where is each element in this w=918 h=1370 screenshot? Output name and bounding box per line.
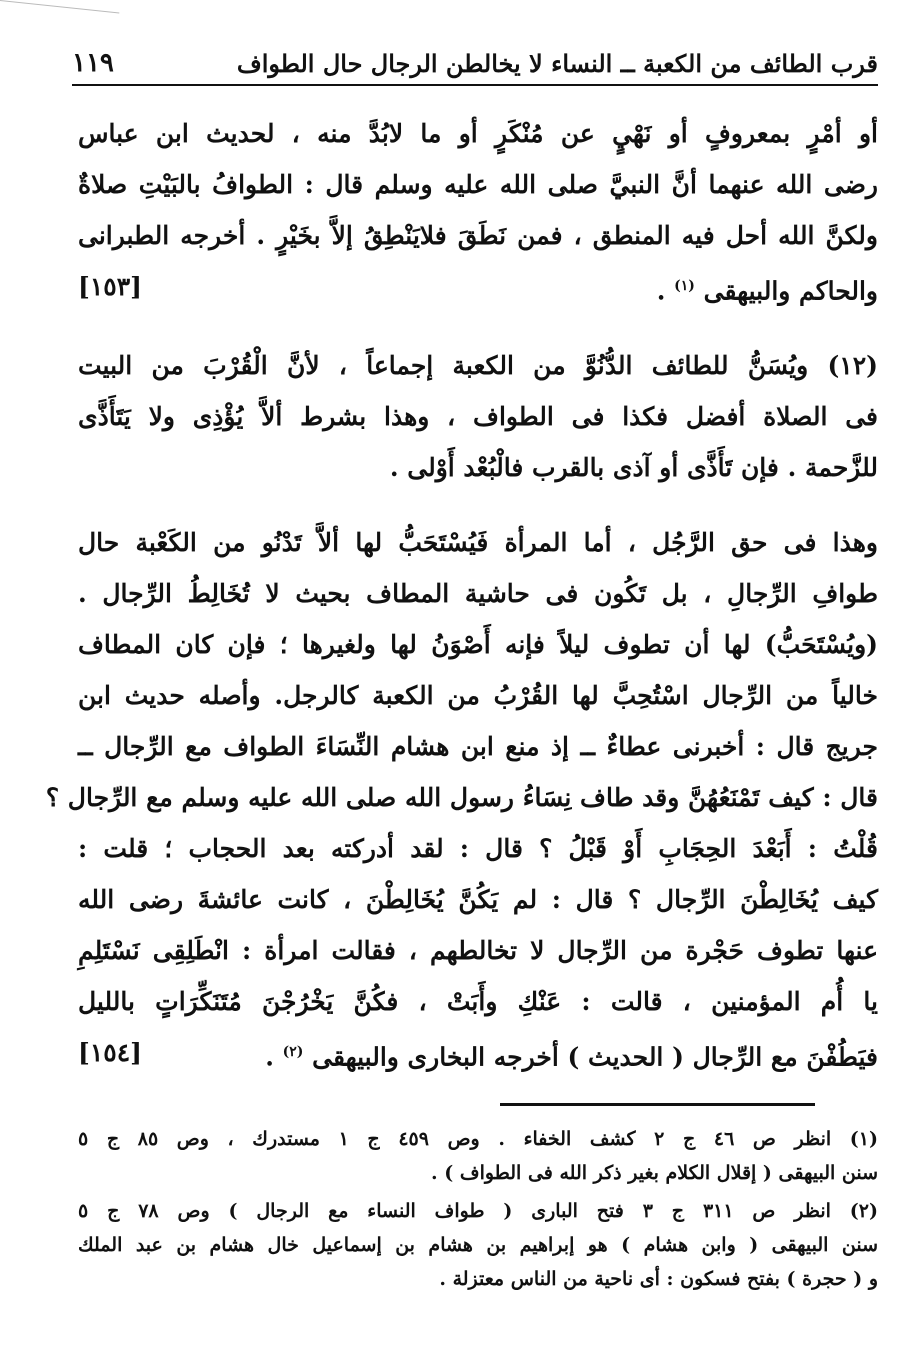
text-line: جريج قال : أخبرنى عطاءٌ ــ إذ منع ابن هشام النِّسَاءَ الطواف مع الرِّجال ــ (78, 732, 878, 762)
reference-number: [١٥٣] (78, 272, 142, 301)
reference-number: [١٥٤] (78, 1038, 142, 1068)
footnote-marker[interactable]: (٢) (282, 1044, 304, 1061)
footnote-marker[interactable]: (١) (674, 278, 695, 294)
text-line: طوافِ الرِّجالِ ، بل تَكُون فى حاشية المطاف بحيث لا تُخَالِطُ الرِّجال . (78, 579, 878, 609)
text-line-end: فيَطُفْنَ مع الرِّجال ( الحديث ) أخرجه البخارى والبيهقى $^{(٢)}$ . (265, 1042, 878, 1072)
text-line: قُلْتُ : أَبَعْدَ الحِجَابِ أَوْ قَبْلُ ؟ قال : لقد أدركته بعد الحجاب ؛ قلت : (78, 834, 878, 864)
footnote-line: سنن البيهقى ( إقلال الكلام بغير ذكر الله فى الطواف ) . (431, 1162, 878, 1184)
text-line-end: والحاكم والبيهقى $^{(١)}$ . (656, 276, 878, 306)
text-line: كيف يُخَالِطْنَ الرِّجال ؟ قال : لم يَكُنَّ يُخَالِطْنَ ، كانت عائشةَ رضى الله (78, 885, 878, 915)
text-line: وهذا فى حق الرَّجُل ، أما المرأة فَيُسْتَحَبُّ لها ألاَّ تَدْنُو من الكَعْبة حال (78, 528, 878, 558)
text-line: للزَّحمة . فإن تَأَذَّى أو آذى بالقرب فالْبُعْد أَوْلى . (389, 453, 878, 483)
footnote-line: (١) انظر ص ٤٦ ج ٢ كشف الخفاء . وص ٤٥٩ ج ١ مستدرك ، وص ٨٥ ج ٥ (78, 1128, 878, 1150)
footnote-separator (500, 1103, 815, 1106)
paragraph-women-tawaf (45, 517, 878, 1082)
text-line-with-reference (78, 261, 878, 316)
text-line: فى الصلاة أفضل فكذا فى الطواف ، وهذا بشرط ألاَّ يُؤْذِى ولا يَتَأَذَّى (78, 402, 878, 432)
text-line: (ويُسْتَحَبُّ) لها أن تطوف ليلاً فإنه أَصْوَنُ لها ولغيرها ؛ فإن كان المطاف (78, 630, 878, 660)
running-header (72, 38, 878, 86)
text-line: رضى الله عنهما أنَّ النبيَّ صلى الله عليه وسلم قال : الطوافُ بالبَيْتِ صلاةٌ (78, 170, 878, 199)
footnote-line: و ( حجرة ) بفتح فسكون : أى ناحية من الناس معتزلة . (439, 1268, 878, 1290)
text-line: عنها تطوف حَجْرة من الرِّجال لا تخالطهم ، فقالت امرأة : انْطَلِقِى نَسْتَلِمِ (78, 936, 878, 966)
text-line: يا أُم المؤمنين ، قالت : عَنْكِ وأَبَتْ ، فكُنَّ يَخْرُجْنَ مُتَنَكِّرَاتٍ بالليل (78, 987, 878, 1017)
paragraph-hadith-ibn-abbas (78, 108, 878, 316)
footnote-line: (٢) انظر ص ٣١١ ج ٣ فتح البارى ( طواف النساء مع الرجال ) وص ٧٨ ج ٥ (78, 1200, 878, 1222)
text-line: خالياً من الرِّجال اسْتُحِبَّ لها القُرْبُ من الكعبة كالرجل. وأصله حديث ابن (78, 681, 878, 711)
footnotes (78, 1122, 878, 1300)
running-title: قرب الطائف من الكعبة ــ النساء لا يخالطن الرجال حال الطواف (236, 49, 878, 78)
footnote-2 (78, 1194, 878, 1296)
paragraph-ruling-12 (78, 340, 878, 493)
text-line: أو أمْرٍ بمعروفٍ أو نَهْيٍ عن مُنْكَرٍ أو ما لابُدَّ منه ، لحديث ابن عباس (78, 119, 878, 148)
text-line: ولكنَّ الله أحل فيه المنطق ، فمن نَطَقَ فلايَنْطِقُ إلاَّ بخَيْرٍ . أخرجه الطبرانى (78, 221, 878, 250)
page-number: ١١٩ (72, 48, 114, 78)
text-line: (١٢) ويُسَنُّ للطائف الدُّنُوَّ من الكعبة إجماعاً ، لأنَّ الْقُرْبَ من البيت (78, 351, 878, 381)
body-text (45, 108, 878, 1107)
footnote-line: سنن البيهقى ( وابن هشام ) هو إبراهيم بن هشام بن إسماعيل خال هشام بن عبد الملك (78, 1234, 878, 1256)
text-line: قال : كيف تَمْنَعُهُنَّ وقد طاف نِسَاءُ رسول الله صلى الله عليه وسلم مع الرِّجال ؟ (45, 783, 878, 813)
text-line-with-reference (78, 1027, 878, 1082)
footnote-1 (78, 1122, 878, 1190)
